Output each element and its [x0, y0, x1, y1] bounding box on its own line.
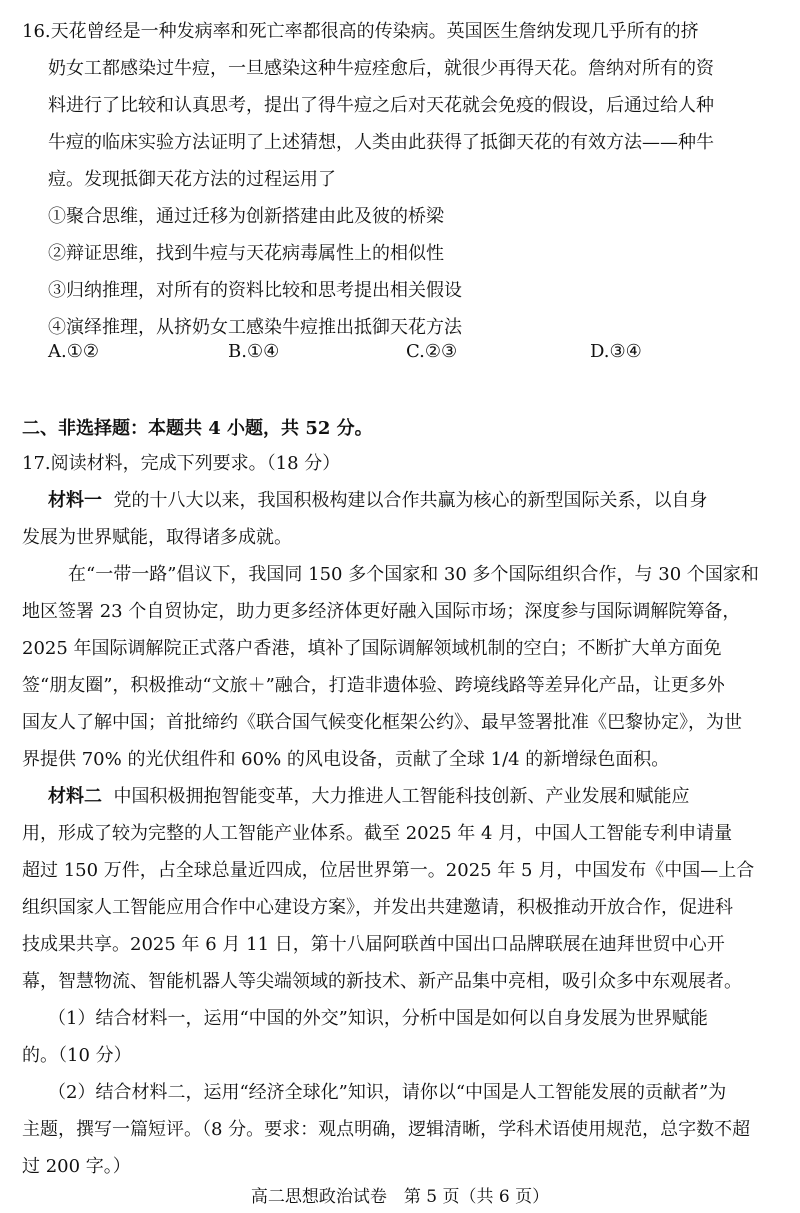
- material1-line: 界提供 70% 的光伏组件和 60% 的风电设备，贡献了全球 1/4 的新增绿色面积。: [22, 749, 670, 770]
- material2-line: 用，形成了较为完整的人工智能产业体系。截至 2025 年 4 月，中国人工智能专利申请量: [22, 823, 733, 844]
- material2-first-line: [48, 786, 689, 808]
- q16-line-2: 奶女工都感染过牛痘，一旦感染这种牛痘痊愈后，就很少再得天花。詹纳对所有的资: [48, 58, 714, 79]
- subquestion-1-line-2: 的。（10 分）: [22, 1045, 132, 1066]
- material2-text-start: 中国积极拥抱智能变革，大力推进人工智能科技创新、产业发展和赋能应: [102, 786, 690, 807]
- page-footer: 高二思想政治试卷 第 5 页（共 6 页）: [250, 1187, 550, 1207]
- material1-label: 材料一: [48, 490, 102, 511]
- q16-option-4: ④演绎推理，从挤奶女工感染牛痘推出抵御天花方法: [48, 317, 462, 338]
- section-heading: 二、非选择题：本题共 4 小题，共 52 分。: [22, 418, 373, 439]
- choice-b: B.①④: [228, 341, 280, 362]
- material2-line: 技成果共享。2025 年 6 月 11 日，第十八届阿联酋中国出口品牌联展在迪拜世贸中心开: [22, 934, 725, 955]
- material2-line: 组织国家人工智能应用合作中心建设方案》，并发出共建邀请，积极推动开放合作，促进科: [22, 897, 733, 918]
- q16-line-4: 牛痘的临床实验方法证明了上述猜想，人类由此获得了抵御天花的有效方法——种牛: [48, 132, 714, 153]
- material2-line: 幕，智慧物流、智能机器人等尖端领域的新技术、新产品集中亮相，吸引众多中东观展者。: [22, 971, 742, 992]
- q17-title: 17.阅读材料，完成下列要求。（18 分）: [22, 453, 341, 474]
- choice-a: A.①②: [48, 341, 99, 362]
- q16-option-2: ②辩证思维，找到牛痘与天花病毒属性上的相似性: [48, 243, 444, 264]
- q16-line-5: 痘。发现抵御天花方法的过程运用了: [48, 169, 336, 190]
- choice-c: C.②③: [406, 341, 458, 362]
- material2-line: 超过 150 万件，占全球总量近四成，位居世界第一。2025 年 5 月，中国发布《中国—上合: [22, 860, 755, 881]
- material1-line: 2025 年国际调解院正式落户香港，填补了国际调解领域机制的空白；不断扩大单方面免: [22, 638, 722, 659]
- q16-line-1: 16.天花曾经是一种发病率和死亡率都很高的传染病。英国医生詹纳发现几乎所有的挤: [22, 21, 699, 42]
- subquestion-2-line-2: 主题，撰写一篇短评。（8 分。要求：观点明确，逻辑清晰，学科术语使用规范，总字数不超: [22, 1119, 751, 1140]
- material1-line: 签“朋友圈”，积极推动“文旅＋”融合，打造非遗体验、跨境线路等差异化产品，让更多外: [22, 675, 725, 696]
- material1-line: 国友人了解中国；首批缔约《联合国气候变化框架公约》、最早签署批准《巴黎协定》，为世: [22, 712, 742, 733]
- subquestion-2-line-3: 过 200 字。）: [22, 1156, 131, 1177]
- material1-first-line: [48, 490, 707, 512]
- q16-option-1: ①聚合思维，通过迁移为创新搭建由此及彼的桥梁: [48, 206, 444, 227]
- material1-text-start: 党的十八大以来，我国积极构建以合作共赢为核心的新型国际关系，以自身: [102, 490, 708, 511]
- choice-d: D.③④: [590, 341, 642, 362]
- q16-line-3: 料进行了比较和认真思考，提出了得牛痘之后对天花就会免疫的假设，后通过给人种: [48, 95, 714, 116]
- material1-line: 地区签署 23 个自贸协定，助力更多经济体更好融入国际市场；深度参与国际调解院筹备，: [22, 601, 741, 622]
- subquestion-1-line-1: （1）结合材料一，运用“中国的外交”知识，分析中国是如何以自身发展为世界赋能: [48, 1008, 708, 1029]
- q16-choices: [48, 341, 748, 365]
- subquestion-2-line-1: （2）结合材料二，运用“经济全球化”知识，请你以“中国是人工智能发展的贡献者”为: [48, 1082, 727, 1103]
- material2-label: 材料二: [48, 786, 102, 807]
- material1-line: 在“一带一路”倡议下，我国同 150 多个国家和 30 多个国际组织合作，与 30 个国家和: [68, 564, 759, 585]
- material1-line: 发展为世界赋能，取得诸多成就。: [22, 527, 292, 548]
- q16-option-3: ③归纳推理，对所有的资料比较和思考提出相关假设: [48, 280, 462, 301]
